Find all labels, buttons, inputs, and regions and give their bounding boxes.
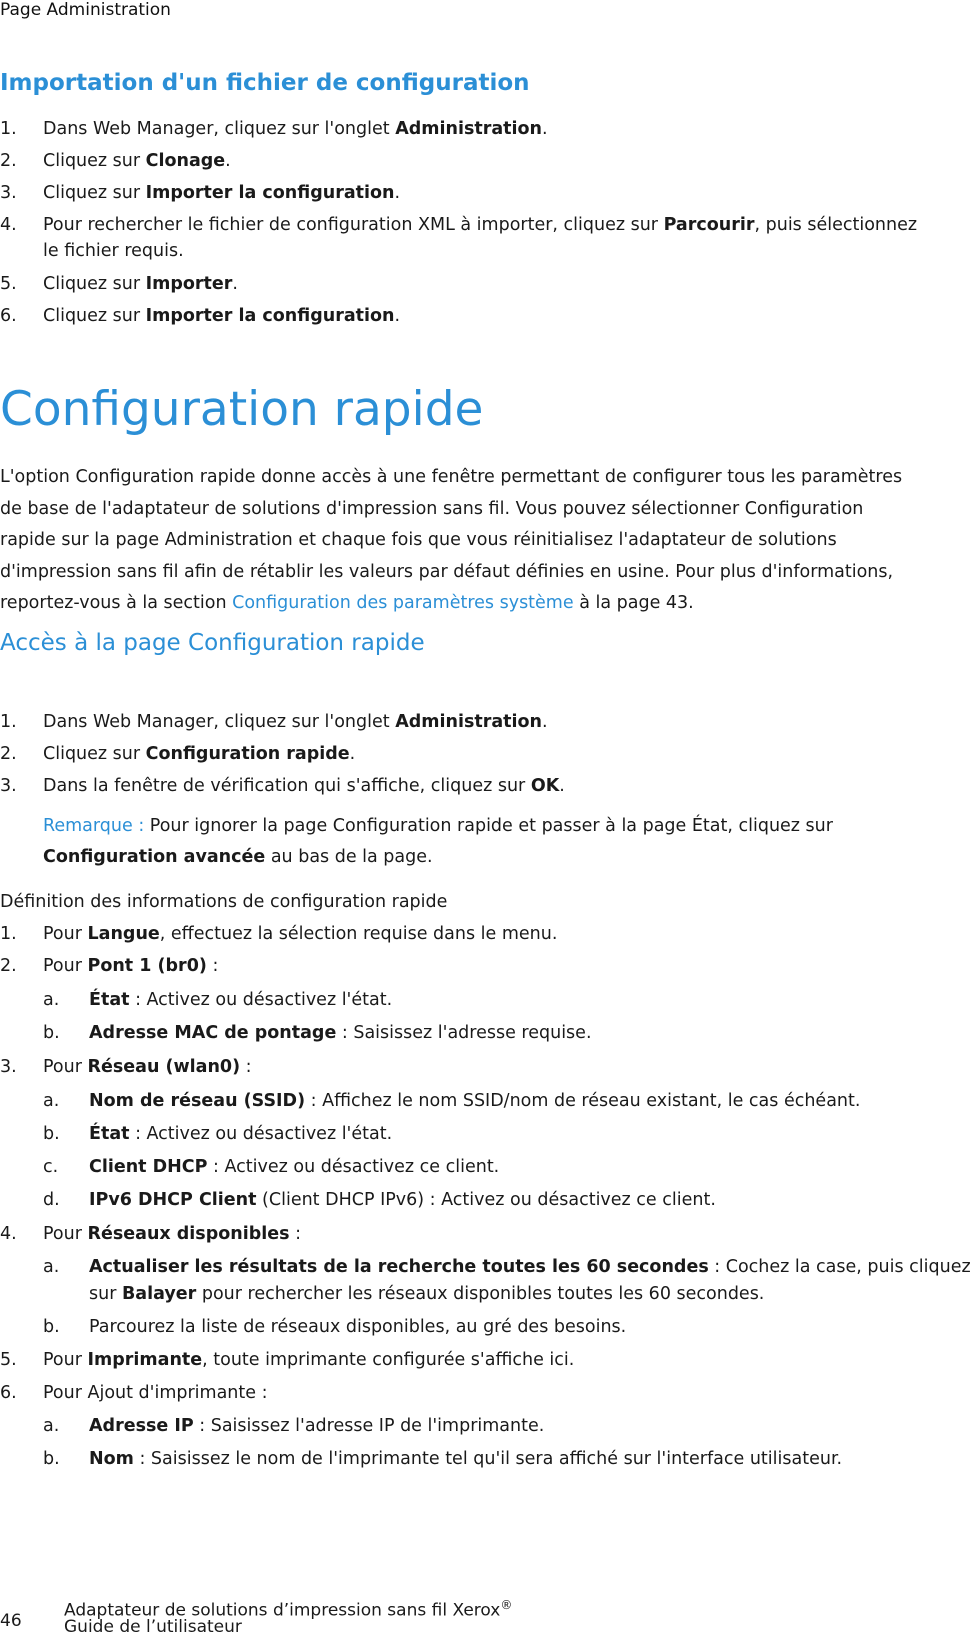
- step-number: a.: [43, 1416, 60, 1436]
- step-plain: Pour rechercher le fichier de configuration XML à importer, cliquez sur: [43, 215, 664, 235]
- step-number: a.: [43, 1091, 60, 1111]
- step-plain: : Activez ou désactivez l'état.: [129, 1124, 393, 1144]
- step-number: a.: [43, 990, 60, 1010]
- step-plain: .: [349, 744, 356, 764]
- step-plain: (Client DHCP IPv6) : Activez ou désactivez ce client.: [256, 1190, 716, 1210]
- step-number: b.: [43, 1317, 60, 1337]
- step-text: [43, 744, 355, 764]
- step-plain: Pour: [43, 1224, 88, 1244]
- step-plain: .: [542, 119, 548, 139]
- definition-heading: Définition des informations de configuration rapide: [0, 892, 448, 912]
- step-plain: Pour: [43, 1057, 88, 1077]
- step-bold: Pont 1 (br0): [87, 956, 207, 976]
- step-plain: .: [225, 151, 231, 171]
- step-plain: Parcourez la liste de réseaux disponibles, au gré des besoins.: [89, 1317, 627, 1337]
- step-text: [43, 306, 400, 326]
- step-plain: Pour: [43, 924, 88, 944]
- intro-line-last: [0, 588, 972, 620]
- import-heading: Importation d'un fichier de configuration: [0, 70, 530, 96]
- step-number: b.: [43, 1023, 60, 1043]
- step-plain: :: [206, 956, 219, 976]
- step-bold: Adresse MAC de pontage: [89, 1023, 337, 1043]
- step-bold: Adresse IP: [89, 1416, 194, 1436]
- step-bold: Clonage: [145, 151, 226, 171]
- step-number: b.: [43, 1449, 60, 1469]
- step-bold: Importer la configuration: [145, 183, 395, 203]
- step-text: [89, 1091, 860, 1111]
- step-bold: Langue: [87, 924, 160, 944]
- step-plain: .: [394, 306, 401, 326]
- step-bold: Importer la configuration: [145, 306, 395, 326]
- step-number: b.: [43, 1124, 60, 1144]
- step-plain: Pour Ajout d'imprimante :: [43, 1383, 268, 1403]
- step-text: [89, 1124, 392, 1144]
- step-text: [43, 956, 218, 976]
- step-plain: Cliquez sur: [43, 274, 146, 294]
- step-plain: , effectuez la sélection requise dans le menu.: [159, 924, 558, 944]
- step-text: [89, 1317, 626, 1337]
- step-text: [43, 1057, 252, 1077]
- step-plain: Cliquez sur: [43, 183, 146, 203]
- step-bold: Configuration rapide: [145, 744, 350, 764]
- step-text: [43, 1350, 574, 1370]
- step-text: [43, 712, 548, 732]
- step-text: [43, 776, 565, 796]
- step-bold: Administration: [395, 712, 543, 732]
- step-plain: : Saisissez l'adresse IP de l'imprimante.: [193, 1416, 545, 1436]
- step-plain: Cliquez sur: [43, 151, 146, 171]
- step-number: d.: [43, 1190, 60, 1210]
- step-text: [43, 1224, 301, 1244]
- step-number: 4.: [0, 215, 17, 235]
- step-plain: Dans Web Manager, cliquez sur l'onglet: [43, 712, 396, 732]
- registered-mark: ®: [500, 1598, 513, 1612]
- step-text: [89, 1157, 499, 1177]
- step-number: 2.: [0, 956, 17, 976]
- intro-line: d'impression sans fil afin de rétablir les valeurs par défaut définies en usine. Pour plus d'informations,: [0, 561, 894, 582]
- footer-product-text: Adaptateur de solutions d’impression sans fil Xerox: [64, 1600, 501, 1621]
- step-continuation: le fichier requis.: [43, 241, 184, 261]
- step-number: 4.: [0, 1224, 17, 1244]
- step-plain: Cliquez sur: [43, 744, 146, 764]
- step-bold: Imprimante: [87, 1350, 203, 1370]
- step-plain: .: [394, 183, 401, 203]
- intro-line: rapide sur la page Administration et chaque fois que vous réinitialisez l'adaptateur de solutions: [0, 530, 837, 551]
- step-bold: Nom: [89, 1449, 134, 1469]
- step-plain: , toute imprimante configurée s'affiche ici.: [202, 1350, 575, 1370]
- note-text: Pour ignorer la page Configuration rapide et passer à la page État, cliquez sur: [144, 816, 833, 836]
- step-plain: , puis sélectionnez: [754, 215, 918, 235]
- step-number: 5.: [0, 274, 17, 294]
- note: [43, 816, 833, 836]
- step-text: [43, 183, 400, 203]
- step-plain: : Activez ou désactivez ce client.: [207, 1157, 500, 1177]
- step-plain: Pour: [43, 1350, 88, 1370]
- step-text: [43, 924, 557, 944]
- page-title: Configuration rapide: [0, 382, 484, 437]
- page-number: 46: [0, 1611, 22, 1631]
- intro-paragraph: [0, 462, 972, 620]
- step-text: [89, 990, 392, 1010]
- intro-line: de base de l'adaptateur de solutions d'impression sans fil. Vous pouvez sélectionner Configuration: [0, 498, 864, 519]
- step-number: 3.: [0, 183, 17, 203]
- step-bold: Actualiser les résultats de la recherche toutes les 60 secondes: [89, 1257, 709, 1277]
- access-heading: Accès à la page Configuration rapide: [0, 630, 425, 656]
- step-number: 1.: [0, 924, 17, 944]
- footer-guide: Guide de l’utilisateur: [64, 1617, 242, 1637]
- step-bold: Parcourir: [663, 215, 755, 235]
- step-bold: Réseau (wlan0): [87, 1057, 241, 1077]
- step-text: [89, 1416, 544, 1436]
- note-line-2: [43, 847, 433, 867]
- step-bold: IPv6 DHCP Client: [89, 1190, 257, 1210]
- step-number: a.: [43, 1257, 60, 1277]
- step-text: [89, 1449, 842, 1469]
- advanced-config-label: Configuration avancée: [43, 847, 266, 867]
- intro-text: à la page 43.: [573, 593, 694, 614]
- step-plain: .: [559, 776, 565, 796]
- step-plain: : Activez ou désactivez l'état.: [129, 990, 393, 1010]
- step-bold: État: [89, 990, 130, 1010]
- step-plain: Pour: [43, 956, 88, 976]
- step-number: 1.: [0, 712, 17, 732]
- step-number: 2.: [0, 151, 17, 171]
- step-bold: Balayer: [121, 1284, 197, 1304]
- step-plain: .: [232, 274, 238, 294]
- step-text: [89, 1023, 592, 1043]
- step-plain: :: [289, 1224, 302, 1244]
- step-bold: Réseaux disponibles: [87, 1224, 290, 1244]
- step-number: c.: [43, 1157, 59, 1177]
- step-number: 6.: [0, 306, 17, 326]
- step-plain: : Affichez le nom SSID/nom de réseau existant, le cas échéant.: [305, 1091, 861, 1111]
- step-number: 2.: [0, 744, 17, 764]
- step-plain: : Saisissez l'adresse requise.: [336, 1023, 592, 1043]
- step-text: [43, 274, 238, 294]
- step-text: [43, 1383, 267, 1403]
- step-text: [43, 151, 231, 171]
- step-bold: État: [89, 1124, 130, 1144]
- step-plain: .: [542, 712, 548, 732]
- step-plain: : Saisissez le nom de l'imprimante tel qu'il sera affiché sur l'interface utilisateur.: [133, 1449, 843, 1469]
- step-text: [43, 119, 548, 139]
- step-number: 6.: [0, 1383, 17, 1403]
- step-number: 3.: [0, 776, 17, 796]
- intro-line: L'option Configuration rapide donne accès à une fenêtre permettant de configurer tous les paramètres: [0, 467, 903, 487]
- step-bold: Administration: [395, 119, 543, 139]
- step-bold: Nom de réseau (SSID): [89, 1091, 306, 1111]
- step-plain: Cliquez sur: [43, 306, 146, 326]
- step-bold: OK: [530, 776, 560, 796]
- running-header: Page Administration: [0, 0, 171, 20]
- step-number: 1.: [0, 119, 17, 139]
- step-text: [89, 1284, 764, 1304]
- step-number: 3.: [0, 1057, 17, 1077]
- step-plain: : Cochez la case, puis cliquez: [708, 1257, 971, 1277]
- step-plain: pour rechercher les réseaux disponibles toutes les 60 secondes.: [196, 1284, 765, 1304]
- step-plain: Dans Web Manager, cliquez sur l'onglet: [43, 119, 396, 139]
- step-number: 5.: [0, 1350, 17, 1370]
- step-text: [89, 1257, 971, 1277]
- step-text: [89, 1190, 716, 1210]
- step-plain: Dans la fenêtre de vérification qui s'affiche, cliquez sur: [43, 776, 531, 796]
- step-plain: sur: [89, 1284, 122, 1304]
- step-text: [43, 215, 917, 235]
- intro-text: reportez-vous à la section: [0, 593, 233, 614]
- step-bold: Importer: [145, 274, 233, 294]
- note-label: Remarque :: [43, 816, 145, 836]
- step-bold: Client DHCP: [89, 1157, 208, 1177]
- note-text: au bas de la page.: [265, 847, 433, 867]
- step-plain: :: [240, 1057, 252, 1077]
- system-settings-link[interactable]: Configuration des paramètres système: [232, 593, 574, 614]
